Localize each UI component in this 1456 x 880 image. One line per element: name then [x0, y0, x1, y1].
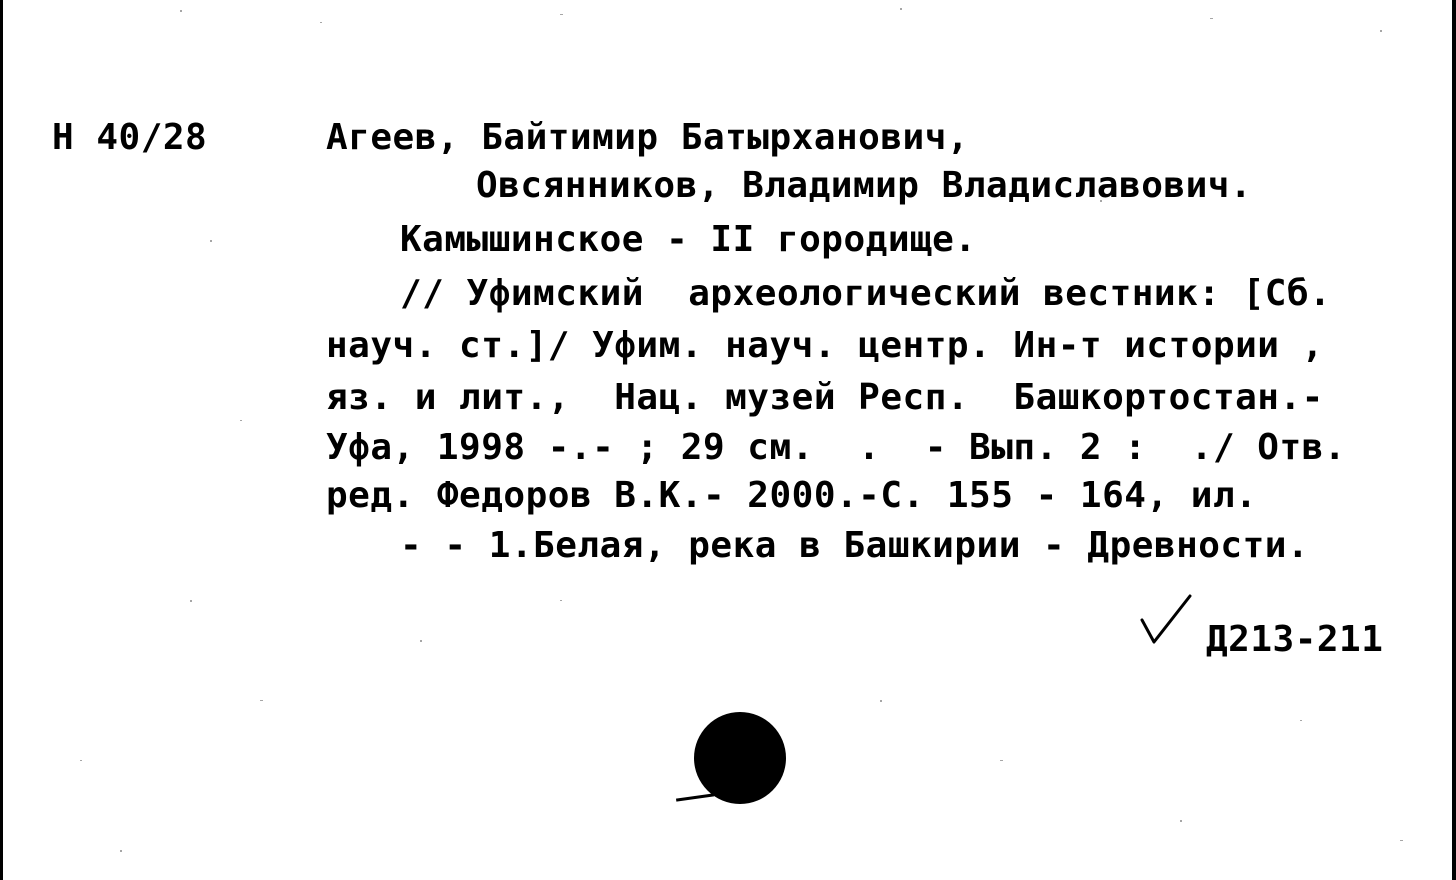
call-number: Н 40/28: [52, 117, 208, 158]
source-line-5: ред. Федоров В.К.- 2000.-С. 155 - 164, ил.: [326, 475, 1258, 516]
source-line-1: // Уфимский археологический вестник: [Сб.: [400, 273, 1332, 314]
punch-hole-tail: [676, 793, 714, 801]
card-right-edge: [1452, 0, 1456, 880]
source-line-2: науч. ст.]/ Уфим. науч. центр. Ин-т истории ,: [326, 325, 1324, 366]
card-left-edge: [0, 0, 3, 880]
subject-line: - - 1.Белая, река в Башкирии - Древности.: [400, 525, 1310, 566]
punch-hole-icon: [694, 712, 786, 804]
source-line-4: Уфа, 1998 -.- ; 29 см. . - Вып. 2 : ./ Отв.: [326, 427, 1346, 468]
index-code: Д213-211: [1206, 619, 1384, 660]
author-line: Агеев, Байтимир Батырханович,: [326, 117, 970, 158]
source-line-3: яз. и лит., Нац. музей Респ. Башкортостан.-: [326, 377, 1324, 418]
coauthor-line: Овсянников, Владимир Владиславович.: [476, 165, 1253, 206]
check-mark-icon: [1138, 592, 1194, 646]
title-line: Камышинское - II городище.: [400, 219, 977, 260]
